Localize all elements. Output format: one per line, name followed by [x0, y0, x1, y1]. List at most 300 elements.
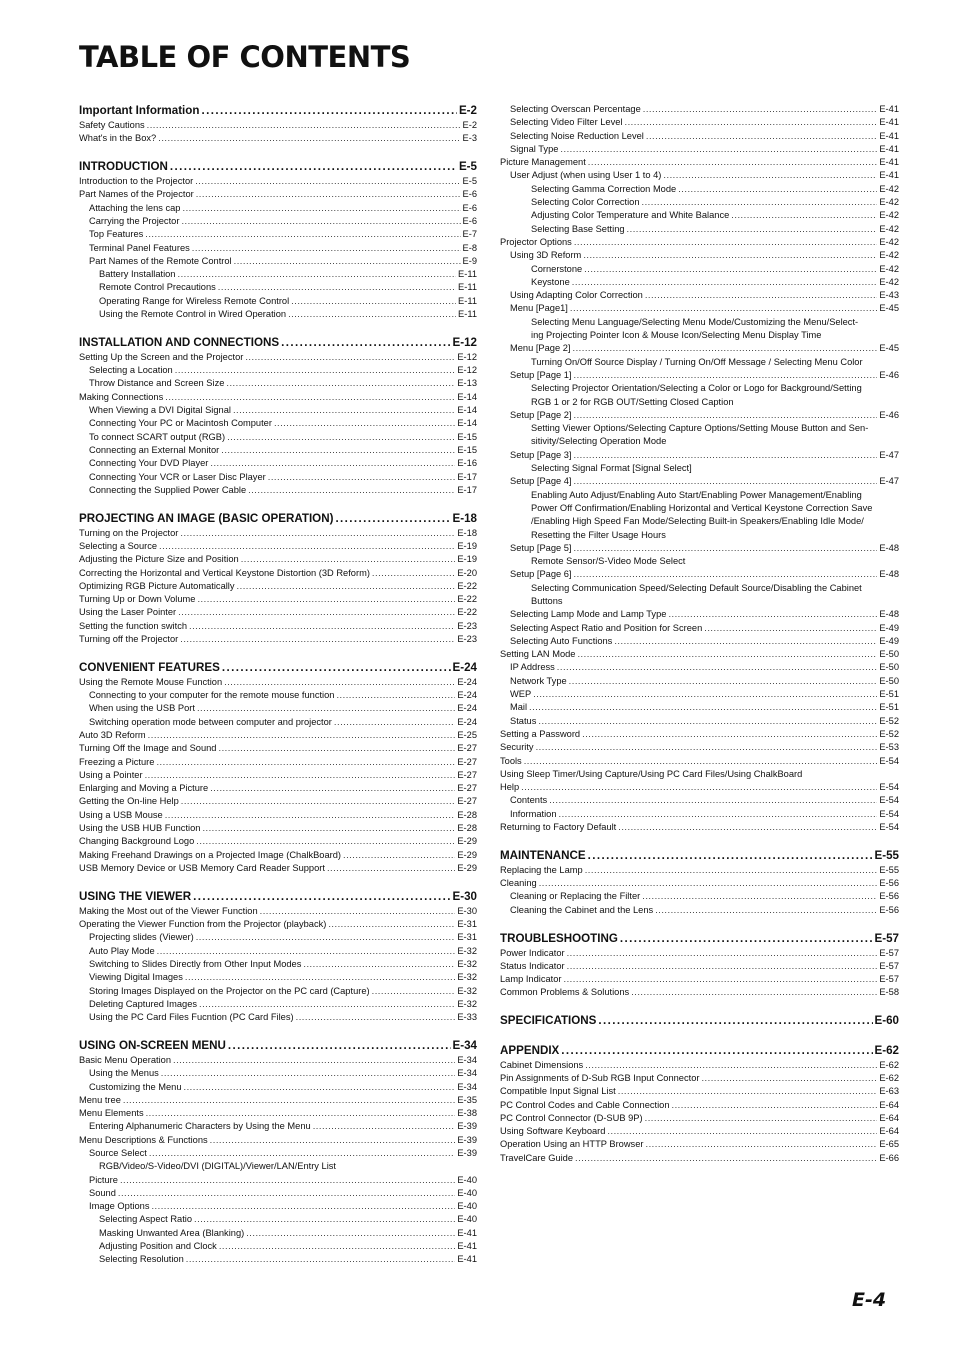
- dot-leader: [334, 716, 455, 729]
- toc-entry[interactable]: [500, 781, 899, 794]
- toc-entry[interactable]: [79, 404, 477, 417]
- toc-entry-title: Selecting a Source: [79, 540, 158, 551]
- toc-entry[interactable]: [79, 1107, 477, 1120]
- toc-entry-page: E-24: [457, 676, 477, 687]
- toc-entry-continuation: Setting Viewer Options/Selecting Capture Options/Setting Mouse Button and Sen-: [531, 423, 869, 434]
- toc-entry-title: Customizing the Menu: [89, 1081, 182, 1092]
- toc-entry[interactable]: [79, 540, 477, 553]
- toc-entry[interactable]: [79, 862, 477, 875]
- dot-leader: [157, 945, 456, 958]
- toc-entry[interactable]: [500, 276, 899, 289]
- toc-entry-title: Turning Off the Image and Sound: [79, 743, 217, 754]
- toc-entry[interactable]: [500, 1152, 899, 1165]
- dot-leader: [372, 985, 456, 998]
- toc-entry[interactable]: [500, 1099, 899, 1112]
- dot-leader: [572, 342, 877, 355]
- dot-leader: [151, 1200, 455, 1213]
- toc-entry[interactable]: [79, 417, 477, 430]
- toc-entry[interactable]: [500, 661, 899, 674]
- toc-entry[interactable]: [500, 890, 899, 903]
- toc-entry[interactable]: [79, 527, 477, 540]
- toc-entry[interactable]: [500, 223, 899, 236]
- dot-leader: [149, 1147, 455, 1160]
- toc-entry-page: E-50: [879, 662, 899, 673]
- dot-leader: [569, 675, 878, 688]
- toc-section-heading[interactable]: [79, 159, 477, 175]
- toc-entry[interactable]: [500, 183, 899, 196]
- dot-leader: [181, 215, 460, 228]
- toc-entry-continuation: Selecting Communication Speed/Selecting Default Source/Disabling the Cabinet: [531, 582, 862, 593]
- toc-entry-title: PC Control Codes and Cable Connection: [500, 1099, 670, 1110]
- toc-entry-title: INTRODUCTION: [79, 160, 168, 174]
- toc-entry[interactable]: [79, 689, 477, 702]
- dot-leader: [146, 1107, 456, 1120]
- toc-entry-title: Operating Range for Wireless Remote Control: [99, 295, 290, 306]
- toc-entry-page: E-13: [457, 378, 477, 389]
- toc-entry-page: E-39: [457, 1121, 477, 1132]
- toc-entry[interactable]: [79, 822, 477, 835]
- toc-entry[interactable]: [79, 484, 477, 497]
- dot-leader: [178, 606, 455, 619]
- toc-entry-title: INSTALLATION AND CONNECTIONS: [79, 335, 280, 349]
- toc-entry-title: Making the Most out of the Viewer Function: [79, 905, 258, 916]
- toc-entry-page: E-24: [452, 660, 477, 674]
- toc-entry[interactable]: [500, 960, 899, 973]
- toc-entry[interactable]: [500, 688, 899, 701]
- toc-entry-page: E-40: [457, 1187, 477, 1198]
- toc-entry[interactable]: [79, 809, 477, 822]
- toc-entry[interactable]: [79, 849, 477, 862]
- toc-entry[interactable]: [500, 156, 899, 169]
- dot-leader: [335, 511, 450, 527]
- toc-entry[interactable]: [500, 755, 899, 768]
- dot-leader: [549, 794, 877, 807]
- toc-entry-page: E-30: [457, 905, 477, 916]
- toc-entry-page: E-46: [879, 369, 899, 380]
- toc-entry[interactable]: [79, 702, 477, 715]
- dot-leader: [288, 308, 456, 321]
- toc-entry[interactable]: [79, 958, 477, 971]
- toc-entry[interactable]: [79, 431, 477, 444]
- dot-leader: [268, 471, 456, 484]
- toc-entry[interactable]: [79, 228, 477, 241]
- toc-entry-title: Cornerstone: [531, 263, 583, 274]
- dot-leader: [559, 808, 878, 821]
- dot-leader: [620, 931, 873, 947]
- toc-entry[interactable]: [79, 606, 477, 619]
- dot-leader: [582, 728, 877, 741]
- toc-entry[interactable]: [500, 622, 899, 635]
- dot-leader: [529, 701, 877, 714]
- toc-entry-page: E-57: [879, 974, 899, 985]
- toc-entry[interactable]: [79, 756, 477, 769]
- toc-entry[interactable]: [500, 1138, 899, 1151]
- toc-entry-page: E-41: [879, 170, 899, 181]
- toc-entry[interactable]: [500, 342, 899, 355]
- toc-entry-title: Selecting Gamma Correction Mode: [531, 183, 677, 194]
- toc-entry-title: Important Information: [79, 104, 200, 117]
- toc-entry[interactable]: [500, 986, 899, 999]
- toc-entry[interactable]: [79, 782, 477, 795]
- toc-section-heading[interactable]: [79, 335, 477, 351]
- dot-leader: [165, 809, 456, 822]
- toc-entry[interactable]: [79, 242, 477, 255]
- toc-entry-title: Pin Assignments of D-Sub RGB Input Connector: [500, 1073, 700, 1083]
- toc-entry-page: E-42: [879, 236, 899, 247]
- toc-entry[interactable]: [79, 351, 477, 364]
- toc-entry[interactable]: [500, 236, 899, 249]
- dot-leader: [185, 971, 455, 984]
- toc-entry-title: Carrying the Projector: [89, 215, 180, 226]
- toc-entry-title: Picture: [89, 1174, 118, 1185]
- toc-entry[interactable]: [79, 1174, 477, 1187]
- toc-entry-title: Using the Remote Control in Wired Operation: [99, 309, 287, 320]
- toc-entry[interactable]: [79, 931, 477, 944]
- toc-entry[interactable]: [79, 119, 477, 132]
- toc-entry[interactable]: [500, 409, 899, 422]
- section-gap: [500, 1000, 899, 1014]
- toc-entry-page: E-57: [879, 947, 899, 958]
- dot-leader: [631, 986, 877, 999]
- toc-entry[interactable]: [79, 593, 477, 606]
- toc-entry[interactable]: [79, 1200, 477, 1213]
- toc-entry-page: E-48: [879, 542, 899, 553]
- toc-entry-title: Compatible Input Signal List: [500, 1086, 616, 1097]
- toc-entry-title: Security: [500, 742, 534, 753]
- dot-leader: [583, 249, 877, 262]
- toc-entry-page: E-42: [879, 250, 899, 261]
- toc-entry-title: Menu [Page1]: [510, 303, 568, 314]
- toc-entry-page: E-24: [457, 716, 477, 727]
- toc-entry-title: Using 3D Reform: [510, 250, 582, 261]
- toc-entry[interactable]: [79, 795, 477, 808]
- toc-entry[interactable]: [79, 1054, 477, 1067]
- toc-entry[interactable]: [500, 542, 899, 555]
- dot-leader: [561, 1043, 872, 1059]
- dot-leader: [227, 431, 455, 444]
- toc-entry[interactable]: [79, 364, 477, 377]
- dot-leader: [574, 369, 878, 382]
- toc-entry-page: E-41: [879, 130, 899, 141]
- toc-entry[interactable]: [79, 175, 477, 188]
- toc-entry-page: E-28: [457, 823, 477, 834]
- toc-entry-page: E-33: [457, 1012, 477, 1023]
- toc-entry[interactable]: [79, 971, 477, 984]
- dot-leader: [260, 905, 456, 918]
- toc-entry[interactable]: [500, 973, 899, 986]
- toc-entry[interactable]: [500, 130, 899, 143]
- toc-entry[interactable]: [79, 377, 477, 390]
- toc-entry-page: E-19: [457, 554, 477, 565]
- toc-entry[interactable]: [500, 143, 899, 156]
- toc-entry[interactable]: [500, 904, 899, 917]
- toc-entry-title: Menu Descriptions & Functions: [79, 1134, 208, 1145]
- toc-entry-page: E-56: [879, 904, 899, 915]
- dot-leader: [118, 1187, 455, 1200]
- dot-leader: [625, 116, 878, 129]
- toc-entry-title: Tools: [500, 755, 522, 766]
- toc-entry-title: Status Indicator: [500, 960, 565, 971]
- toc-entry-page: E-54: [879, 822, 899, 833]
- toc-entry-page: E-34: [457, 1081, 477, 1092]
- toc-entry[interactable]: [79, 620, 477, 633]
- toc-entry-title: Setting LAN Mode: [500, 649, 576, 660]
- toc-entry[interactable]: [500, 449, 899, 462]
- toc-entry-title: Deleting Captured Images: [89, 998, 198, 1009]
- dot-leader: [226, 377, 455, 390]
- toc-entry[interactable]: [500, 701, 899, 714]
- toc-entry[interactable]: [79, 553, 477, 566]
- toc-entry[interactable]: [500, 821, 899, 834]
- dot-leader: [158, 132, 460, 145]
- toc-entry[interactable]: [79, 255, 477, 268]
- toc-entry-continuation: Resetting the Filter Usage Hours: [531, 529, 666, 540]
- toc-entry[interactable]: [79, 444, 477, 457]
- toc-entry-page: E-6: [462, 189, 477, 200]
- toc-section-heading[interactable]: [79, 103, 477, 119]
- toc-entry-title: Switching to Slides Directly from Other Input Modes: [89, 958, 302, 969]
- toc-entry-title: Selecting Aspect Ratio: [99, 1214, 193, 1225]
- dot-leader: [327, 862, 455, 875]
- dot-leader: [627, 223, 878, 236]
- toc-entry-page: E-22: [457, 607, 477, 618]
- toc-entry-title: Top Features: [89, 229, 144, 240]
- toc-entry-title: Selecting a Location: [89, 365, 173, 376]
- toc-entry-page: E-2: [458, 104, 477, 117]
- toc-entry[interactable]: [500, 608, 899, 621]
- toc-entry[interactable]: [79, 716, 477, 729]
- toc-entry[interactable]: [79, 985, 477, 998]
- toc-entry-title: Using Adapting Color Correction: [510, 290, 643, 301]
- dot-leader: [598, 1013, 872, 1029]
- dot-leader: [233, 404, 455, 417]
- toc-entry[interactable]: [500, 947, 899, 960]
- toc-entry[interactable]: [500, 864, 899, 877]
- toc-entry[interactable]: [79, 918, 477, 931]
- dot-leader: [156, 756, 455, 769]
- toc-entry-page: E-62: [879, 1073, 899, 1083]
- toc-section-heading[interactable]: [79, 889, 477, 905]
- dot-leader: [222, 660, 451, 676]
- toc-entry-title: Mail: [510, 702, 528, 713]
- toc-entry-page: E-43: [879, 290, 899, 301]
- toc-entry[interactable]: [500, 289, 899, 302]
- toc-entry-title: Making Freehand Drawings on a Projected Image (ChalkBoard): [79, 849, 341, 860]
- toc-entry[interactable]: [79, 1134, 477, 1147]
- dot-leader: [645, 289, 878, 302]
- toc-section-heading[interactable]: [500, 931, 899, 947]
- toc-entry-page: E-29: [457, 836, 477, 847]
- toc-section-heading[interactable]: [79, 660, 477, 676]
- dot-leader: [607, 1125, 877, 1138]
- toc-entry[interactable]: [500, 169, 899, 182]
- toc-entry[interactable]: [79, 835, 477, 848]
- toc-entry[interactable]: [79, 1213, 477, 1226]
- toc-entry[interactable]: [79, 1120, 477, 1133]
- toc-entry[interactable]: [79, 676, 477, 689]
- dot-leader: [228, 1038, 451, 1054]
- toc-entry[interactable]: [79, 1187, 477, 1200]
- toc-entry[interactable]: [79, 471, 477, 484]
- section-gap: [79, 646, 477, 660]
- toc-entry[interactable]: [500, 568, 899, 581]
- toc-entry[interactable]: [79, 1147, 477, 1160]
- toc-entry-page: E-3: [462, 133, 477, 144]
- section-gap: [79, 875, 477, 889]
- toc-entry[interactable]: [79, 905, 477, 918]
- toc-entry[interactable]: [79, 1253, 477, 1266]
- toc-entry[interactable]: [79, 457, 477, 470]
- toc-section-heading[interactable]: [500, 1013, 899, 1029]
- toc-entry-page: E-19: [457, 540, 477, 551]
- toc-section-heading[interactable]: [500, 848, 899, 864]
- toc-entry-page: E-56: [879, 891, 899, 902]
- dot-leader: [186, 1253, 456, 1266]
- dot-leader: [313, 1120, 456, 1133]
- toc-entry-title: Replacing the Lamp: [500, 864, 583, 875]
- toc-entry[interactable]: [79, 268, 477, 281]
- dot-leader: [181, 795, 456, 808]
- toc-entry[interactable]: [79, 202, 477, 215]
- toc-entry-title: Common Problems & Solutions: [500, 987, 630, 998]
- toc-entry-page: E-42: [879, 263, 899, 274]
- toc-entry-title: Turning on the Projector: [79, 527, 179, 538]
- toc-entry-title: Projecting slides (Viewer): [89, 932, 194, 943]
- toc-entry-page: E-22: [457, 580, 477, 591]
- toc-entry[interactable]: [79, 769, 477, 782]
- toc-section-heading[interactable]: [79, 511, 477, 527]
- dot-leader: [584, 263, 877, 276]
- toc-entry[interactable]: [500, 1072, 899, 1085]
- toc-entry[interactable]: [79, 567, 477, 580]
- toc-entry-page: E-16: [457, 458, 477, 469]
- toc-entry[interactable]: [500, 741, 899, 754]
- toc-entry[interactable]: [79, 1011, 477, 1024]
- toc-entry[interactable]: [500, 715, 899, 728]
- toc-entry[interactable]: [500, 1085, 899, 1098]
- toc-entry[interactable]: [500, 808, 899, 821]
- toc-entry[interactable]: [500, 1125, 899, 1138]
- toc-entry[interactable]: [500, 116, 899, 129]
- toc-entry[interactable]: [79, 391, 477, 404]
- toc-entry[interactable]: [500, 263, 899, 276]
- toc-entry[interactable]: [500, 635, 899, 648]
- toc-entry[interactable]: [79, 729, 477, 742]
- toc-entry-page: E-35: [457, 1094, 477, 1105]
- toc-entry[interactable]: [500, 728, 899, 741]
- toc-entry-title: Terminal Panel Features: [89, 242, 190, 253]
- toc-entry-page: E-15: [457, 444, 477, 455]
- toc-entry-page: E-14: [457, 391, 477, 402]
- toc-entry-page: E-54: [879, 782, 899, 793]
- dot-leader: [196, 188, 461, 201]
- dot-leader: [575, 1152, 877, 1165]
- toc-entry[interactable]: [79, 945, 477, 958]
- toc-section-heading[interactable]: [79, 1038, 477, 1054]
- toc-entry-page: E-60: [874, 1014, 899, 1028]
- toc-entry-page: E-6: [462, 215, 477, 226]
- toc-section-heading[interactable]: [500, 1043, 899, 1059]
- dot-leader: [536, 741, 878, 754]
- toc-entry[interactable]: [79, 1067, 477, 1080]
- toc-entry[interactable]: [79, 742, 477, 755]
- toc-entry[interactable]: [79, 281, 477, 294]
- toc-entry-page: E-30: [452, 889, 477, 903]
- dot-leader: [296, 1011, 456, 1024]
- toc-entry[interactable]: [500, 794, 899, 807]
- dot-leader: [237, 580, 456, 593]
- toc-entry[interactable]: [79, 1240, 477, 1253]
- toc-entry[interactable]: [79, 580, 477, 593]
- toc-entry-page: E-64: [879, 1126, 899, 1137]
- toc-entry-page: E-11: [458, 269, 477, 280]
- toc-entry[interactable]: [500, 302, 899, 315]
- toc-entry[interactable]: [500, 475, 899, 488]
- toc-entry[interactable]: [79, 633, 477, 646]
- toc-entry[interactable]: [500, 103, 899, 116]
- toc-entry-page: E-23: [457, 620, 477, 631]
- toc-left-column: [79, 103, 477, 1267]
- toc-entry[interactable]: [500, 675, 899, 688]
- toc-entry[interactable]: [79, 295, 477, 308]
- toc-entry[interactable]: [500, 249, 899, 262]
- toc-entry[interactable]: [500, 209, 899, 222]
- toc-entry-title: PC Control Connector (D-SUB 9P): [500, 1112, 643, 1123]
- toc-entry[interactable]: [79, 1081, 477, 1094]
- toc-entry[interactable]: [79, 1227, 477, 1240]
- toc-entry[interactable]: [79, 132, 477, 145]
- toc-entry[interactable]: [500, 877, 899, 890]
- toc-entry-title: Lamp Indicator: [500, 974, 562, 985]
- toc-entry-page: E-54: [879, 755, 899, 766]
- toc-entry[interactable]: [79, 1094, 477, 1107]
- toc-entry-page: E-24: [457, 690, 477, 701]
- toc-entry-page: E-34: [457, 1054, 477, 1065]
- toc-entry-title: Signal Type: [510, 143, 559, 154]
- dot-leader: [245, 351, 455, 364]
- toc-entry-page: E-47: [879, 476, 899, 487]
- toc-entry-title: Setup [Page 4]: [510, 476, 572, 487]
- toc-entry[interactable]: [500, 369, 899, 382]
- toc-entry[interactable]: [500, 1112, 899, 1125]
- toc-entry-title: Part Names of the Remote Control: [89, 255, 232, 266]
- toc-entry-page: E-48: [879, 569, 899, 580]
- toc-entry[interactable]: [500, 196, 899, 209]
- toc-entry[interactable]: [79, 188, 477, 201]
- toc-entry-page: E-57: [874, 931, 899, 945]
- toc-entry-title: Selecting Aspect Ratio and Position for Screen: [510, 622, 703, 633]
- toc-entry[interactable]: [79, 998, 477, 1011]
- toc-entry-page: E-8: [462, 242, 477, 253]
- toc-entry[interactable]: [500, 648, 899, 661]
- dot-leader: [148, 729, 456, 742]
- toc-entry[interactable]: [79, 308, 477, 321]
- toc-entry[interactable]: [79, 215, 477, 228]
- toc-entry-page: E-41: [457, 1227, 477, 1238]
- dot-leader: [539, 877, 878, 890]
- dot-leader: [538, 715, 877, 728]
- dot-leader: [567, 960, 878, 973]
- toc-entry-title: Selecting Resolution: [99, 1254, 184, 1265]
- toc-entry-page: E-50: [879, 649, 899, 660]
- toc-entry-page: E-34: [457, 1068, 477, 1079]
- toc-entry-page: E-32: [457, 998, 477, 1009]
- dot-leader: [645, 1138, 877, 1151]
- toc-entry[interactable]: [500, 1059, 899, 1072]
- toc-entry-title: Throw Distance and Screen Size: [89, 378, 225, 389]
- dot-leader: [177, 268, 456, 281]
- dot-leader: [672, 1099, 878, 1112]
